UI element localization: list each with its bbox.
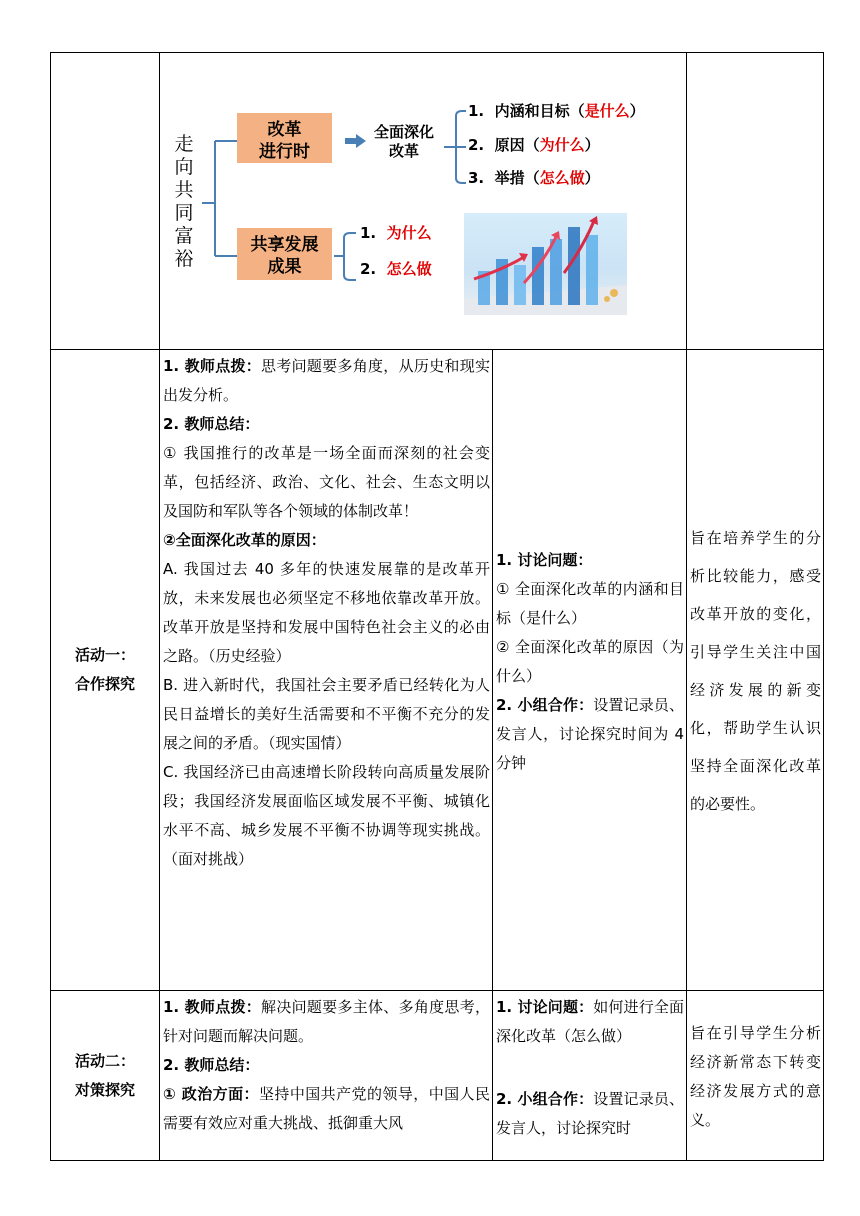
activity2-aim-text: 旨在引导学生分析经济新常态下转变经济发展方式的意义。 bbox=[690, 1023, 821, 1129]
paragraph-text: B. 进入新时代，我国社会主要矛盾已经转化为人民日益增长的美好生活需要和不平衡不充分的发展之间的矛盾。（现实国情） bbox=[163, 676, 490, 752]
diagram-cell bbox=[160, 53, 687, 350]
mind-map bbox=[160, 53, 686, 349]
item-reason: 2. 原因（为什么） bbox=[468, 136, 600, 154]
vertical-title: 走向共同富裕 bbox=[174, 133, 194, 270]
paragraph bbox=[163, 555, 490, 671]
paragraph bbox=[496, 1085, 684, 1143]
paragraph-lead: 2. 教师总结： bbox=[163, 415, 260, 433]
paragraph bbox=[496, 546, 684, 575]
paragraph-text: 如何进行全面深化改革（怎么做） bbox=[496, 998, 684, 1045]
paragraph-text: 解决问题要多主体、多角度思考，针对问题而解决问题。 bbox=[163, 998, 490, 1045]
box1-line2: 进行时 bbox=[259, 142, 310, 162]
paragraph-text: ① 我国推行的改革是一场全面而深刻的社会变革，包括经济、政治、文化、社会、生态文明以及国防和军队等各个领域的体制改革！ bbox=[163, 444, 490, 520]
paragraph-text: 坚持中国共产党的领导，中国人民需要有效应对重大挑战、抵御重大风 bbox=[163, 1085, 490, 1132]
paragraph bbox=[496, 575, 684, 633]
activity1-aim-text: 旨在培养学生的分析比较能力，感受改革开放的变化，引导学生关注中国经济发展的新变化，帮助学生认识坚持全面深化改革的必要性。 bbox=[690, 529, 821, 813]
item-how: 2. 怎么做 bbox=[360, 260, 432, 278]
paragraph-lead: 1. 讨论问题： bbox=[496, 551, 593, 569]
paragraph-lead: 1. 讨论问题： bbox=[496, 998, 594, 1016]
activity2-aim-cell bbox=[687, 991, 824, 1161]
deepen-reform-node bbox=[365, 123, 443, 161]
activity2-row bbox=[51, 991, 824, 1161]
activity1-teacher-cell bbox=[160, 350, 493, 991]
paragraph bbox=[163, 352, 490, 410]
paragraph bbox=[163, 671, 490, 758]
paragraph bbox=[163, 439, 490, 526]
paragraph-lead: 1. 教师点拨： bbox=[163, 357, 262, 375]
activity1-label bbox=[51, 350, 160, 991]
lesson-table bbox=[50, 52, 824, 1161]
activity2-teacher-cell bbox=[160, 991, 493, 1161]
paragraph-lead: 1. 教师点拨： bbox=[163, 998, 262, 1016]
paragraph bbox=[496, 691, 684, 778]
paragraph-text: 设置记录员、发言人，讨论探究时间为 4 分钟 bbox=[496, 696, 684, 772]
item-why: 1. 为什么 bbox=[360, 224, 432, 242]
paragraph-text: ① 全面深化改革的内涵和目标（是什么） bbox=[496, 580, 684, 627]
paragraph bbox=[163, 758, 490, 874]
box-share-results bbox=[237, 228, 332, 280]
paragraph bbox=[163, 993, 490, 1051]
activity2-label bbox=[51, 991, 160, 1161]
paragraph-text: ② 全面深化改革的原因（为什么） bbox=[496, 638, 684, 685]
box2-line2: 成果 bbox=[267, 257, 302, 277]
empty-label-cell bbox=[51, 53, 160, 350]
activity1-student-cell bbox=[493, 350, 687, 991]
activity1-student-text bbox=[493, 544, 686, 796]
item-measures: 3. 举措（怎么做） bbox=[468, 169, 600, 187]
activity1-teacher-text bbox=[160, 350, 492, 874]
paragraph-lead: ① 政治方面： bbox=[163, 1085, 259, 1103]
paragraph-lead: 2. 小组合作： bbox=[496, 1090, 594, 1108]
paragraph bbox=[163, 526, 490, 555]
paragraph bbox=[163, 410, 490, 439]
photo-illustration bbox=[464, 213, 627, 315]
item-connotation: 1. 内涵和目标（是什么） bbox=[468, 102, 645, 120]
paragraph-text: C. 我国经济已由高速增长阶段转向高质量发展阶段；我国经济发展面临区域发展不平衡、城镇化水平不高、城乡发展不平衡不协调等现实挑战。 （面对挑战） bbox=[163, 763, 490, 868]
activity1-row bbox=[51, 350, 824, 991]
paragraph-lead: ②全面深化改革的原因： bbox=[163, 531, 326, 549]
rising-bar-chart-photo-icon bbox=[464, 213, 627, 315]
paragraph bbox=[496, 993, 684, 1051]
activity1-label-line1: 活动一： bbox=[74, 646, 135, 664]
middle-line2: 改革 bbox=[388, 142, 419, 160]
activity2-student-text bbox=[493, 991, 686, 1143]
box1-line1: 改革 bbox=[267, 120, 302, 140]
paragraph-lead: 2. 教师总结： bbox=[163, 1056, 260, 1074]
middle-line1: 全面深化 bbox=[373, 123, 434, 141]
paragraph bbox=[496, 633, 684, 691]
paragraph-text: 思考问题要多角度，从历史和现实出发分析。 bbox=[163, 357, 490, 404]
activity2-label-line1: 活动二： bbox=[74, 1051, 135, 1070]
box-reform-in-progress bbox=[237, 113, 332, 163]
activity1-aim-cell bbox=[687, 350, 824, 991]
activity1-label-line2: 合作探究 bbox=[74, 675, 135, 693]
paragraph bbox=[163, 1051, 490, 1080]
paragraph bbox=[163, 1080, 490, 1138]
paragraph-text: 设置记录员、发言人，讨论探究时 bbox=[496, 1090, 684, 1137]
activity2-label-line2: 对策探究 bbox=[74, 1080, 135, 1099]
box2-line1: 共享发展 bbox=[250, 235, 319, 255]
empty-aim-cell bbox=[687, 53, 824, 350]
paragraph-text: A. 我国过去 40 多年的快速发展靠的是改革开放，未来发展也必须坚定不移地依靠改革开放。改革开放是坚持和发展中国特色社会主义的必由之路。（历史经验） bbox=[163, 560, 490, 665]
activity2-student-cell bbox=[493, 991, 687, 1161]
activity2-teacher-text bbox=[160, 991, 492, 1138]
paragraph-lead: 2. 小组合作： bbox=[496, 696, 594, 714]
diagram-row bbox=[51, 53, 824, 350]
